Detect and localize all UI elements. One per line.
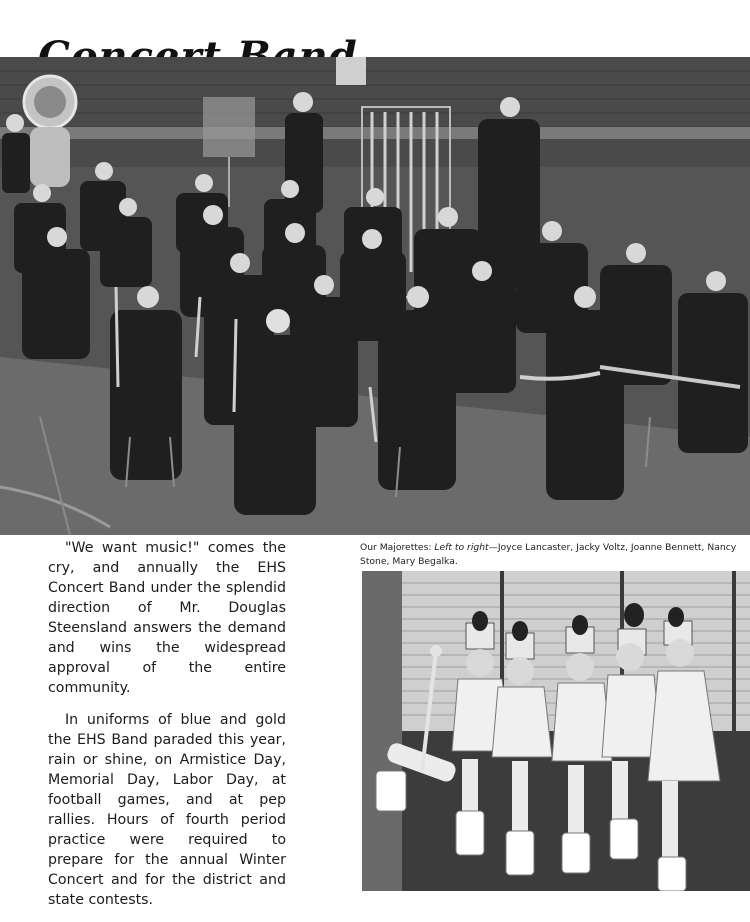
majorettes-caption (360, 541, 738, 568)
majorettes-photo (362, 571, 750, 891)
caption-lead-in: Left to right (434, 542, 489, 553)
concert-band-photo (0, 57, 750, 535)
caption-names: —Joyce Lancaster, Jacky Voltz, Joanne Bennett, Nancy Stone, Mary Begalka. (360, 542, 737, 567)
body-text (48, 538, 286, 922)
caption-label: Our Majorettes: (360, 542, 432, 553)
body-paragraph-1: "We want music!" comes the cry, and annually the EHS Concert Band under the splendid direction of Mr. Douglas Steensland answers the demand and wins the widespread approval of the entire community. (48, 540, 286, 696)
body-paragraph-2: In uniforms of blue and gold the EHS Band paraded this year, rain or shine, on Armistice Day, Memorial Day, Labor Day, at football games, and at pep rallies. Hours of fourth period practice were required to prepare for the annual Winter Concert and for the district and state contests. (48, 712, 286, 908)
